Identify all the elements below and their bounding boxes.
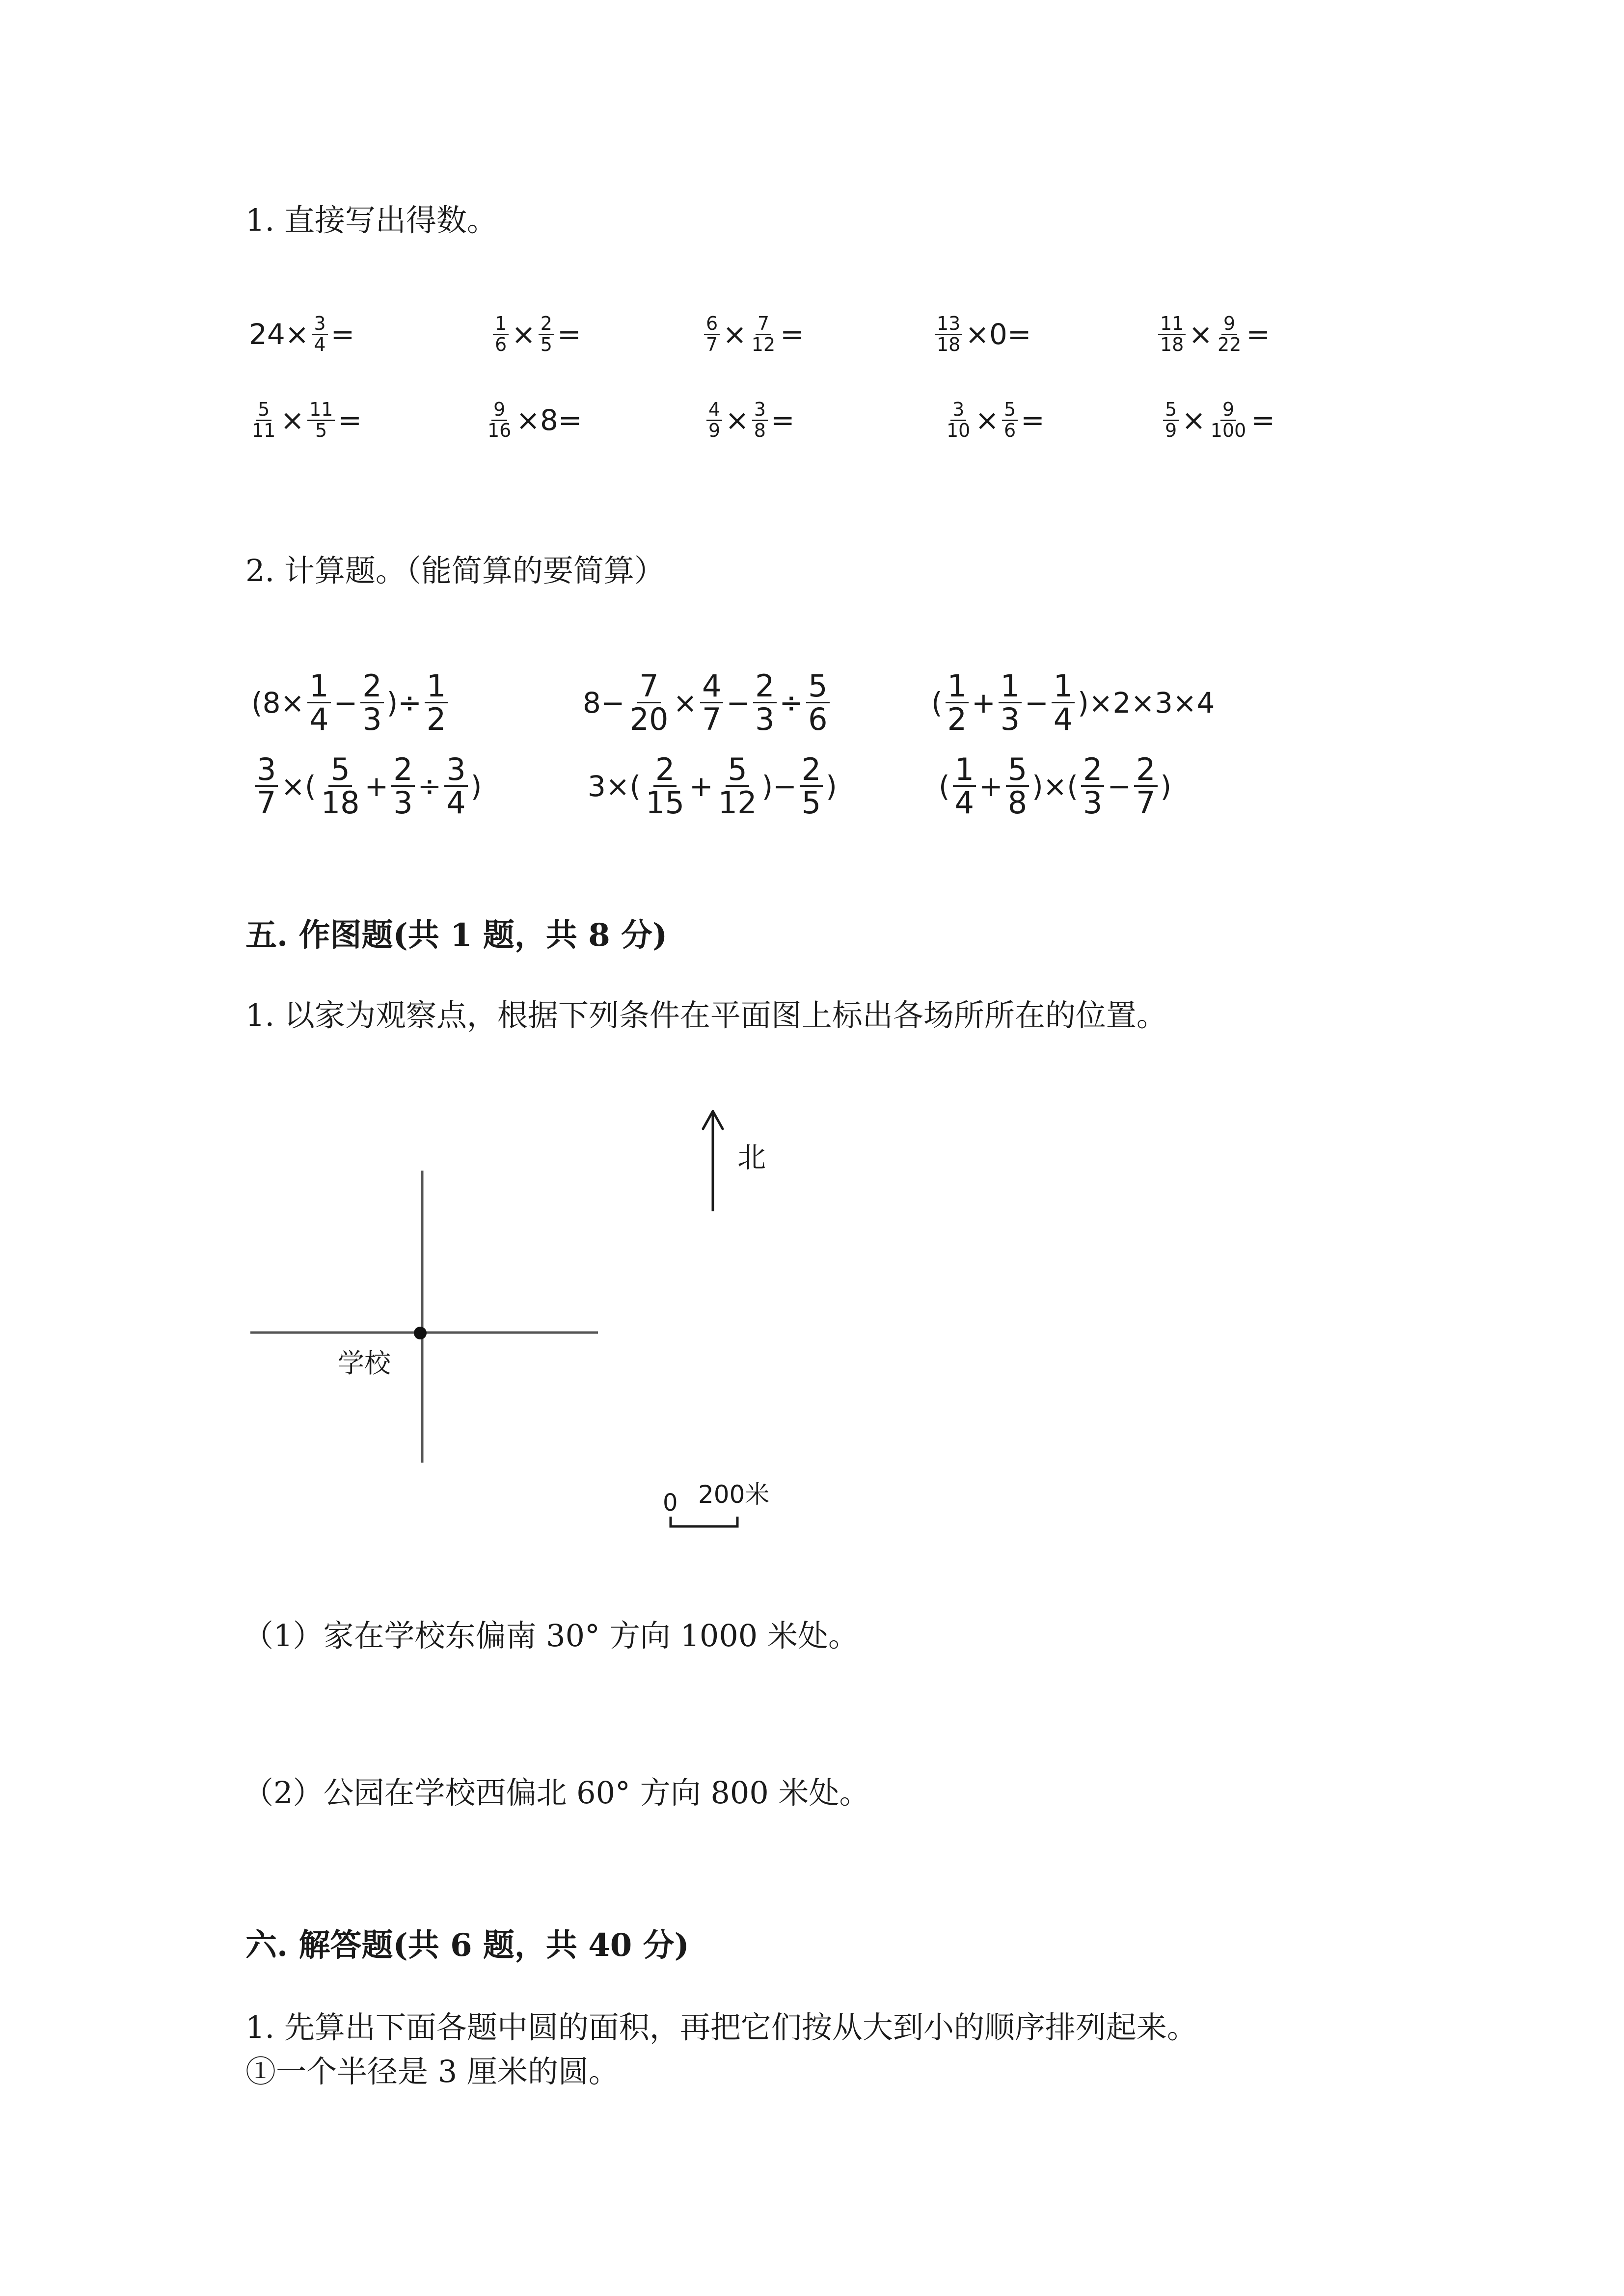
denominator: 18 [321, 785, 360, 821]
operator-text: = [1021, 403, 1045, 437]
denominator: 16 [487, 419, 512, 441]
operator-text: 3×( [588, 769, 641, 803]
denominator: 3 [393, 785, 413, 821]
denominator: 7 [257, 785, 276, 821]
operator-text: = [557, 318, 581, 351]
denominator: 3 [1083, 785, 1103, 821]
numerator: 1 [953, 753, 976, 787]
operator-text: (8× [251, 686, 305, 720]
operator-text: ( [939, 769, 950, 803]
scale-zero: 0 [663, 1489, 678, 1517]
operator-text: − [1025, 686, 1049, 720]
denominator: 12 [718, 785, 757, 821]
denominator: 8 [1007, 785, 1028, 821]
numerator: 1 [946, 670, 969, 703]
condition-2: （2）公园在学校西偏北 60° 方向 800 米处。 [243, 1775, 870, 1811]
operator-text: − [726, 686, 751, 720]
denominator: 12 [751, 333, 776, 355]
operator-text: 24× [249, 318, 309, 351]
numerator: 9 [1220, 400, 1236, 421]
denominator: 9 [1165, 419, 1177, 441]
numerator: 2 [539, 314, 554, 335]
operator-text: − [333, 686, 358, 720]
denominator: 7 [702, 701, 722, 738]
numerator: 2 [360, 670, 383, 703]
operator-text: × [280, 403, 304, 437]
numerator: 9 [491, 400, 507, 421]
operator-text: ÷ [417, 769, 442, 803]
numerator: 2 [800, 753, 823, 787]
numerator: 3 [444, 753, 467, 787]
numerator: 5 [1002, 400, 1018, 421]
denominator: 18 [937, 333, 961, 355]
denominator: 2 [947, 701, 967, 738]
scale-bar [663, 1480, 769, 1526]
numerator: 1 [307, 670, 330, 703]
operator-text: = [770, 403, 795, 437]
operator-text: ×8= [516, 403, 582, 437]
numerator: 2 [753, 670, 776, 703]
north-label: 北 [737, 1141, 766, 1174]
operator-text: = [330, 318, 355, 351]
numerator: 5 [726, 753, 749, 787]
denominator: 15 [646, 785, 685, 821]
numerator: 11 [1158, 314, 1186, 335]
numerator: 2 [391, 753, 414, 787]
numerator: 11 [307, 400, 335, 421]
denominator: 4 [314, 333, 326, 355]
denominator: 5 [540, 333, 552, 355]
operator-text: ÷ [779, 686, 804, 720]
denominator: 4 [1053, 701, 1073, 738]
operator-text: )− [761, 769, 797, 803]
numerator: 3 [950, 400, 966, 421]
numerator: 2 [1081, 753, 1104, 787]
denominator: 6 [1003, 419, 1016, 441]
operator-text: ) [1160, 769, 1172, 803]
numerator: 7 [756, 314, 771, 335]
denominator: 7 [706, 333, 718, 355]
school-point [414, 1327, 427, 1339]
operator-text: ) [470, 769, 482, 803]
denominator: 3 [362, 701, 382, 738]
denominator: 9 [708, 419, 721, 441]
operator-text: )×2×3×4 [1078, 686, 1215, 720]
denominator: 10 [947, 419, 971, 441]
denominator: 3 [1000, 701, 1020, 738]
condition-1: （1）家在学校东偏南 30° 方向 1000 米处。 [243, 1618, 859, 1654]
numerator: 9 [1221, 314, 1237, 335]
answer-item-1: ①一个半径是 3 厘米的圆。 [245, 2054, 619, 2089]
scale-label: 200米 [698, 1480, 770, 1509]
section5-title: 五. 作图题(共 1 题，共 8 分) [245, 917, 668, 954]
section6-title: 六. 解答题(共 6 题，共 40 分) [245, 1927, 689, 1964]
denominator: 11 [252, 419, 276, 441]
operator-text: ) [826, 769, 837, 803]
numerator: 1 [493, 314, 509, 335]
denominator: 18 [1160, 333, 1184, 355]
denominator: 20 [629, 701, 669, 738]
denominator: 4 [446, 785, 466, 821]
operator-text: × [1189, 318, 1213, 351]
north-arrow [703, 1111, 723, 1211]
denominator: 4 [954, 785, 974, 821]
numerator: 5 [256, 400, 271, 421]
numerator: 4 [700, 670, 723, 703]
operator-text: × [1182, 403, 1206, 437]
operator-text: = [1246, 318, 1270, 351]
numerator: 2 [653, 753, 677, 787]
numerator: 3 [312, 314, 327, 335]
operator-text: ×( [281, 769, 316, 803]
operator-text: × [512, 318, 536, 351]
denominator: 6 [495, 333, 507, 355]
q1-title: 1. 直接写出得数。 [245, 202, 497, 238]
operator-text: = [338, 403, 362, 437]
operator-text: × [673, 686, 698, 720]
school-label: 学校 [338, 1348, 391, 1379]
denominator: 4 [309, 701, 329, 738]
operator-text: = [780, 318, 804, 351]
draw-question-title: 1. 以家为观察点，根据下列条件在平面图上标出各场所所在的位置。 [245, 997, 1167, 1033]
numerator: 5 [328, 753, 352, 787]
numerator: 6 [704, 314, 720, 335]
operator-text: × [723, 318, 747, 351]
numerator: 1 [999, 670, 1022, 703]
numerator: 5 [1006, 753, 1029, 787]
operator-text: + [689, 769, 713, 803]
operator-text: + [364, 769, 389, 803]
operator-text: = [1251, 403, 1275, 437]
operator-text: )×( [1032, 769, 1079, 803]
denominator: 8 [754, 419, 766, 441]
answer-question-title: 1. 先算出下面各题中圆的面积，再把它们按从大到小的顺序排列起来。 [245, 2009, 1197, 2045]
denominator: 6 [808, 701, 828, 738]
operator-text: )÷ [386, 686, 422, 720]
denominator: 7 [1136, 785, 1156, 821]
numerator: 5 [806, 670, 829, 703]
denominator: 22 [1217, 333, 1242, 355]
numerator: 13 [935, 314, 962, 335]
numerator: 2 [1134, 753, 1157, 787]
denominator: 3 [755, 701, 775, 738]
denominator: 5 [315, 419, 327, 441]
numerator: 7 [637, 670, 660, 703]
denominator: 100 [1210, 419, 1246, 441]
operator-text: × [975, 403, 999, 437]
operator-text: + [972, 686, 996, 720]
denominator: 5 [801, 785, 821, 821]
operator-text: × [725, 403, 749, 437]
numerator: 1 [425, 670, 448, 703]
numerator: 1 [1052, 670, 1075, 703]
numerator: 5 [1163, 400, 1179, 421]
operator-text: ( [931, 686, 943, 720]
numerator: 4 [706, 400, 722, 421]
operator-text: + [979, 769, 1003, 803]
numerator: 3 [752, 400, 768, 421]
numerator: 3 [255, 753, 278, 787]
operator-text: 8− [583, 686, 625, 720]
denominator: 2 [426, 701, 446, 738]
operator-text: ×0= [965, 318, 1031, 351]
operator-text: − [1107, 769, 1132, 803]
q2-title: 2. 计算题。（能简算的要简算） [245, 553, 665, 588]
